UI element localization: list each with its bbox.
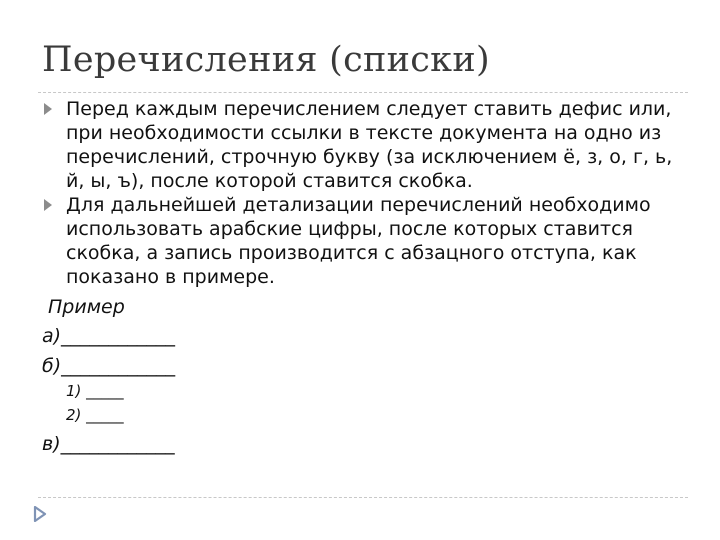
example-line-a: а)____________ xyxy=(42,325,176,347)
bullet-text-2: Для дальнейшей детализации перечислений необходимо использовать арабские цифры, после которых ставится скобка, а запись производится с абзацного отступа, как показано в примере. xyxy=(66,194,651,288)
bullet-text-1: Перед каждым перечислением следует ставить дефис или, при необходимости ссылки в тексте документа на одно из перечислений, строчную букву (за исключением ё, з, о, г, ь, й, ы, ъ), после которой ставится скобка. xyxy=(66,98,673,192)
bullet-item-2 xyxy=(42,193,692,289)
example-sub-2: 2) _____ xyxy=(66,406,124,424)
example-sub-1: 1) _____ xyxy=(66,382,124,400)
bullet-arrow-icon xyxy=(44,103,52,115)
next-slide-arrow-icon[interactable] xyxy=(33,506,47,522)
example-line-b: б)____________ xyxy=(42,355,176,377)
example-line-c: в)____________ xyxy=(42,433,175,455)
example-heading: Пример xyxy=(48,296,125,318)
bullet-item-1 xyxy=(42,97,692,193)
bullet-list xyxy=(42,97,692,289)
bullet-arrow-icon xyxy=(44,199,52,211)
footer-divider xyxy=(38,497,688,498)
slide-title: Перечисления (списки) xyxy=(42,40,490,80)
title-divider xyxy=(38,92,688,93)
